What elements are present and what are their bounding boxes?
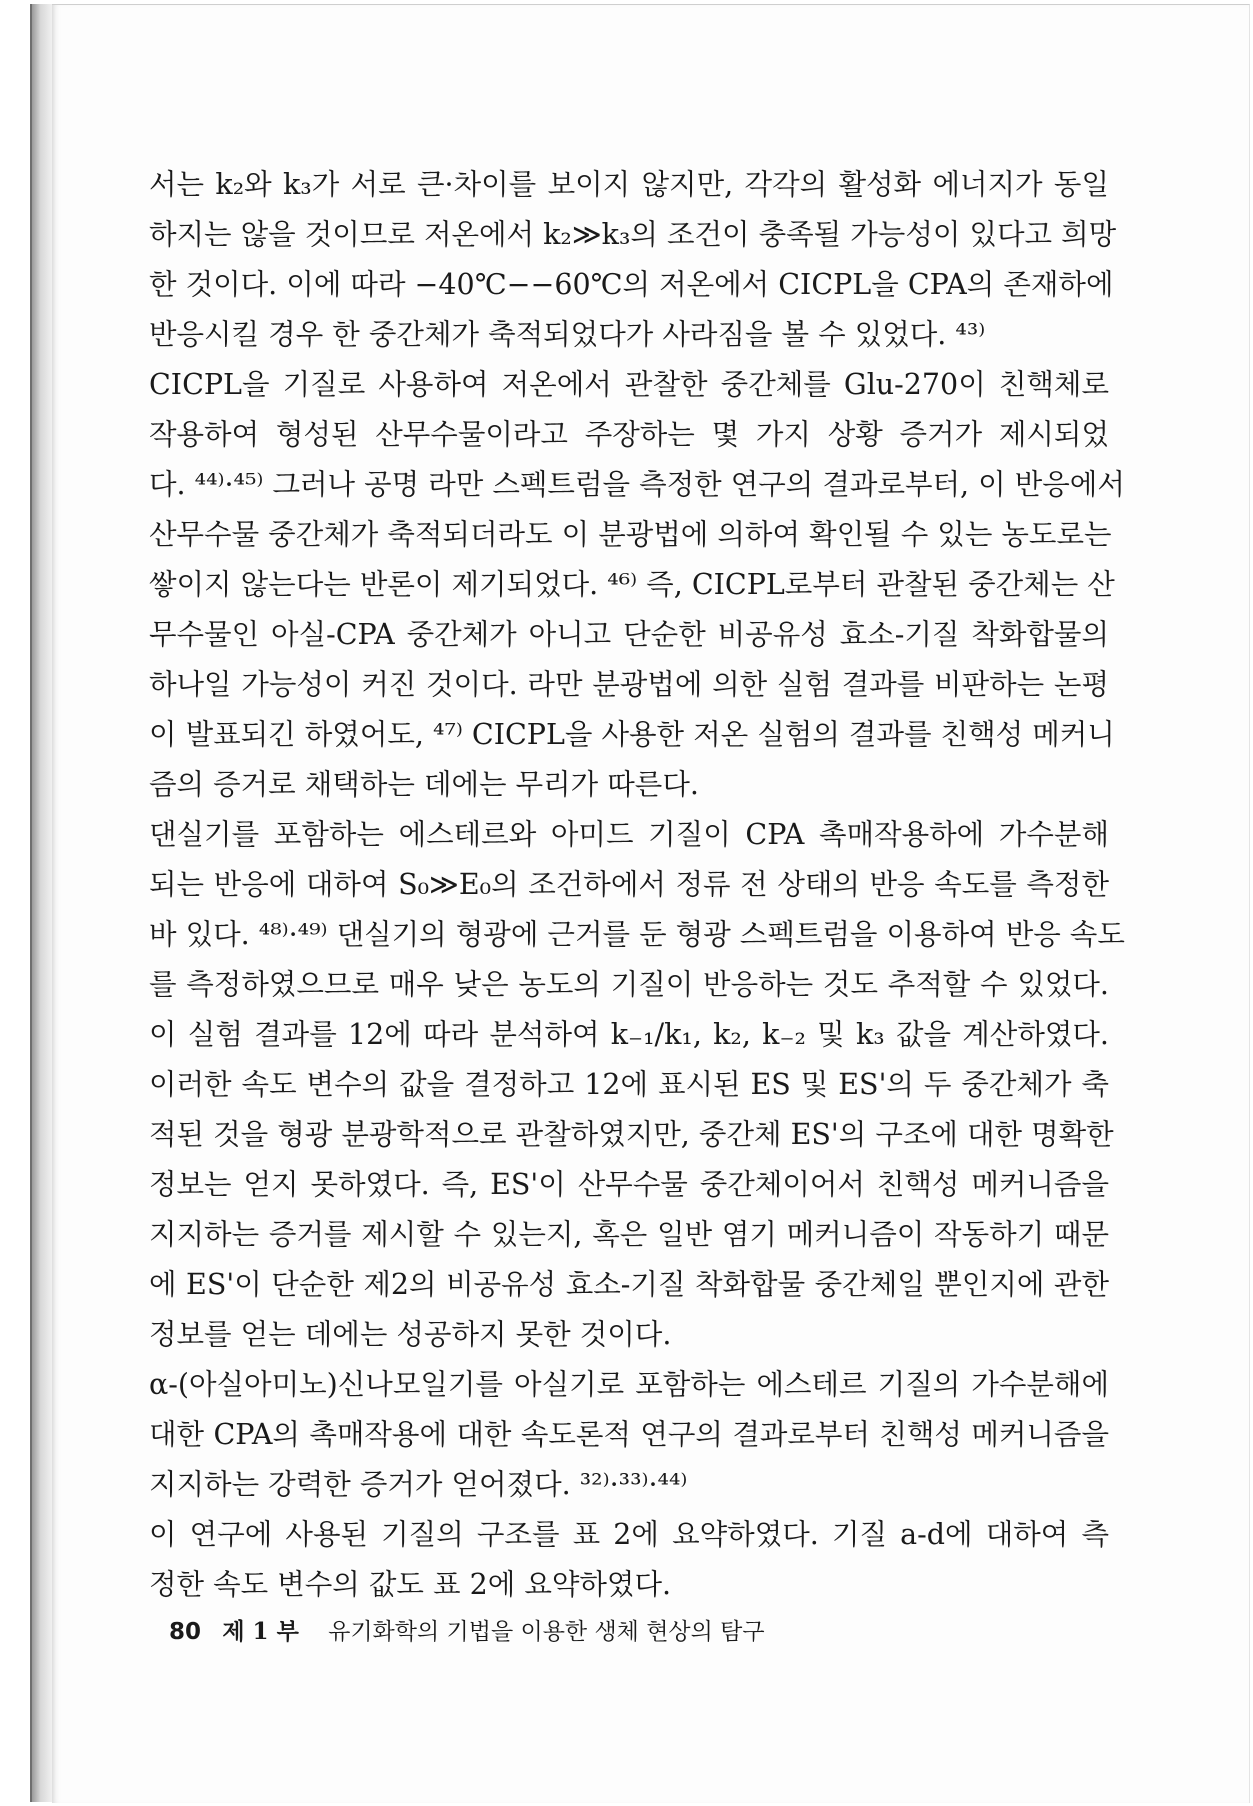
text-line: 하지는 않을 것이므로 저온에서 k₂≫k₃의 조건이 충족될 가능성이 있다고 희망 <box>149 218 1117 251</box>
text-line: 정보는 얻지 못하였다. 즉, ES'이 산무수물 중간체이어서 친핵성 메커니즘을 <box>149 1168 1109 1201</box>
text-line: 무수물인 아실-CPA 중간체가 아니고 단순한 비공유성 효소-기질 착화합물의 <box>149 618 1109 651</box>
text-line: 이 연구에 사용된 기질의 구조를 표 2에 요약하였다. 기질 a-d에 대하여 측 <box>149 1518 1109 1551</box>
text-line: 를 측정하였으므로 매우 낮은 농도의 기질이 반응하는 것도 추적할 수 있었다. <box>149 968 1109 1001</box>
text-line: 이 발표되긴 하였어도, ⁴⁷⁾ CICPL을 사용한 저온 실험의 결과를 친핵성 메커니 <box>149 718 1115 751</box>
text-line: 이러한 속도 변수의 값을 결정하고 12에 표시된 ES 및 ES'의 두 중간체가 축 <box>149 1068 1109 1101</box>
body-text <box>149 160 1125 1610</box>
text-line: 산무수물 중간체가 축적되더라도 이 분광법에 의하여 확인될 수 있는 농도로는 <box>149 518 1112 551</box>
text-line: 되는 반응에 대하여 S₀≫E₀의 조건하에서 정류 전 상태의 반응 속도를 측정한 <box>149 868 1109 901</box>
text-line: 서는 k₂와 k₃가 서로 큰·차이를 보이지 않지만, 각각의 활성화 에너지가 동일 <box>149 168 1109 201</box>
text-line: α-(아실아미노)신나모일기를 아실기로 포함하는 에스테르 기질의 가수분해에 <box>149 1368 1109 1401</box>
text-line: 정보를 얻는 데에는 성공하지 못한 것이다. <box>149 1318 672 1351</box>
text-line: 정한 속도 변수의 값도 표 2에 요약하였다. <box>149 1568 672 1601</box>
text-line: 대한 CPA의 촉매작용에 대한 속도론적 연구의 결과로부터 친핵성 메커니즘을 <box>149 1418 1109 1451</box>
text-line: CICPL을 기질로 사용하여 저온에서 관찰한 중간체를 Glu-270이 친핵체로 <box>149 368 1109 401</box>
text-line: 바 있다. ⁴⁸⁾·⁴⁹⁾ 댄실기의 형광에 근거를 둔 형광 스펙트럼을 이용하여 반응 속도 <box>149 918 1125 951</box>
text-line: 댄실기를 포함하는 에스테르와 아미드 기질이 CPA 촉매작용하에 가수분해 <box>149 818 1109 851</box>
text-line: 지지하는 강력한 증거가 얻어졌다. ³²⁾·³³⁾·⁴⁴⁾ <box>149 1468 688 1501</box>
text-line: 하나일 가능성이 커진 것이다. 라만 분광법에 의한 실험 결과를 비판하는 논평 <box>149 668 1109 701</box>
text-line: 한 것이다. 이에 따라 −40℃−−60℃의 저온에서 CICPL을 CPA의 존재하에 <box>149 268 1114 301</box>
page-stack-edge <box>30 4 54 1802</box>
text-line: 에 ES'이 단순한 제2의 비공유성 효소-기질 착화합물 중간체일 뿐인지에 관한 <box>149 1268 1109 1301</box>
running-title: 유기화학의 기법을 이용한 생체 현상의 탐구 <box>328 1619 765 1645</box>
text-line: 적된 것을 형광 분광학적으로 관찰하였지만, 중간체 ES'의 구조에 대한 명확한 <box>149 1118 1114 1151</box>
page-number: 80 <box>169 1619 202 1645</box>
page-footer <box>169 1617 969 1647</box>
text-line: 작용하여 형성된 산무수물이라고 주장하는 몇 가지 상황 증거가 제시되었 <box>149 418 1109 451</box>
text-line: 쌓이지 않는다는 반론이 제기되었다. ⁴⁶⁾ 즉, CICPL로부터 관찰된 중간체는 산 <box>149 568 1115 601</box>
text-line: 즘의 증거로 채택하는 데에는 무리가 따른다. <box>149 768 699 801</box>
text-line: 다. ⁴⁴⁾·⁴⁵⁾ 그러나 공명 라만 스펙트럼을 측정한 연구의 결과로부터, 이 반응에서 <box>149 468 1125 501</box>
text-line: 지지하는 증거를 제시할 수 있는지, 혹은 일반 염기 메커니즘이 작동하기 때문 <box>149 1218 1109 1251</box>
text-line: 이 실험 결과를 12에 따라 분석하여 k₋₁/k₁, k₂, k₋₂ 및 k₃ 값을 계산하였다. <box>149 1018 1109 1051</box>
text-line: 반응시킬 경우 한 중간체가 축적되었다가 사라짐을 볼 수 있었다. ⁴³⁾ <box>149 318 986 351</box>
part-label: 제 1 부 <box>222 1618 299 1645</box>
